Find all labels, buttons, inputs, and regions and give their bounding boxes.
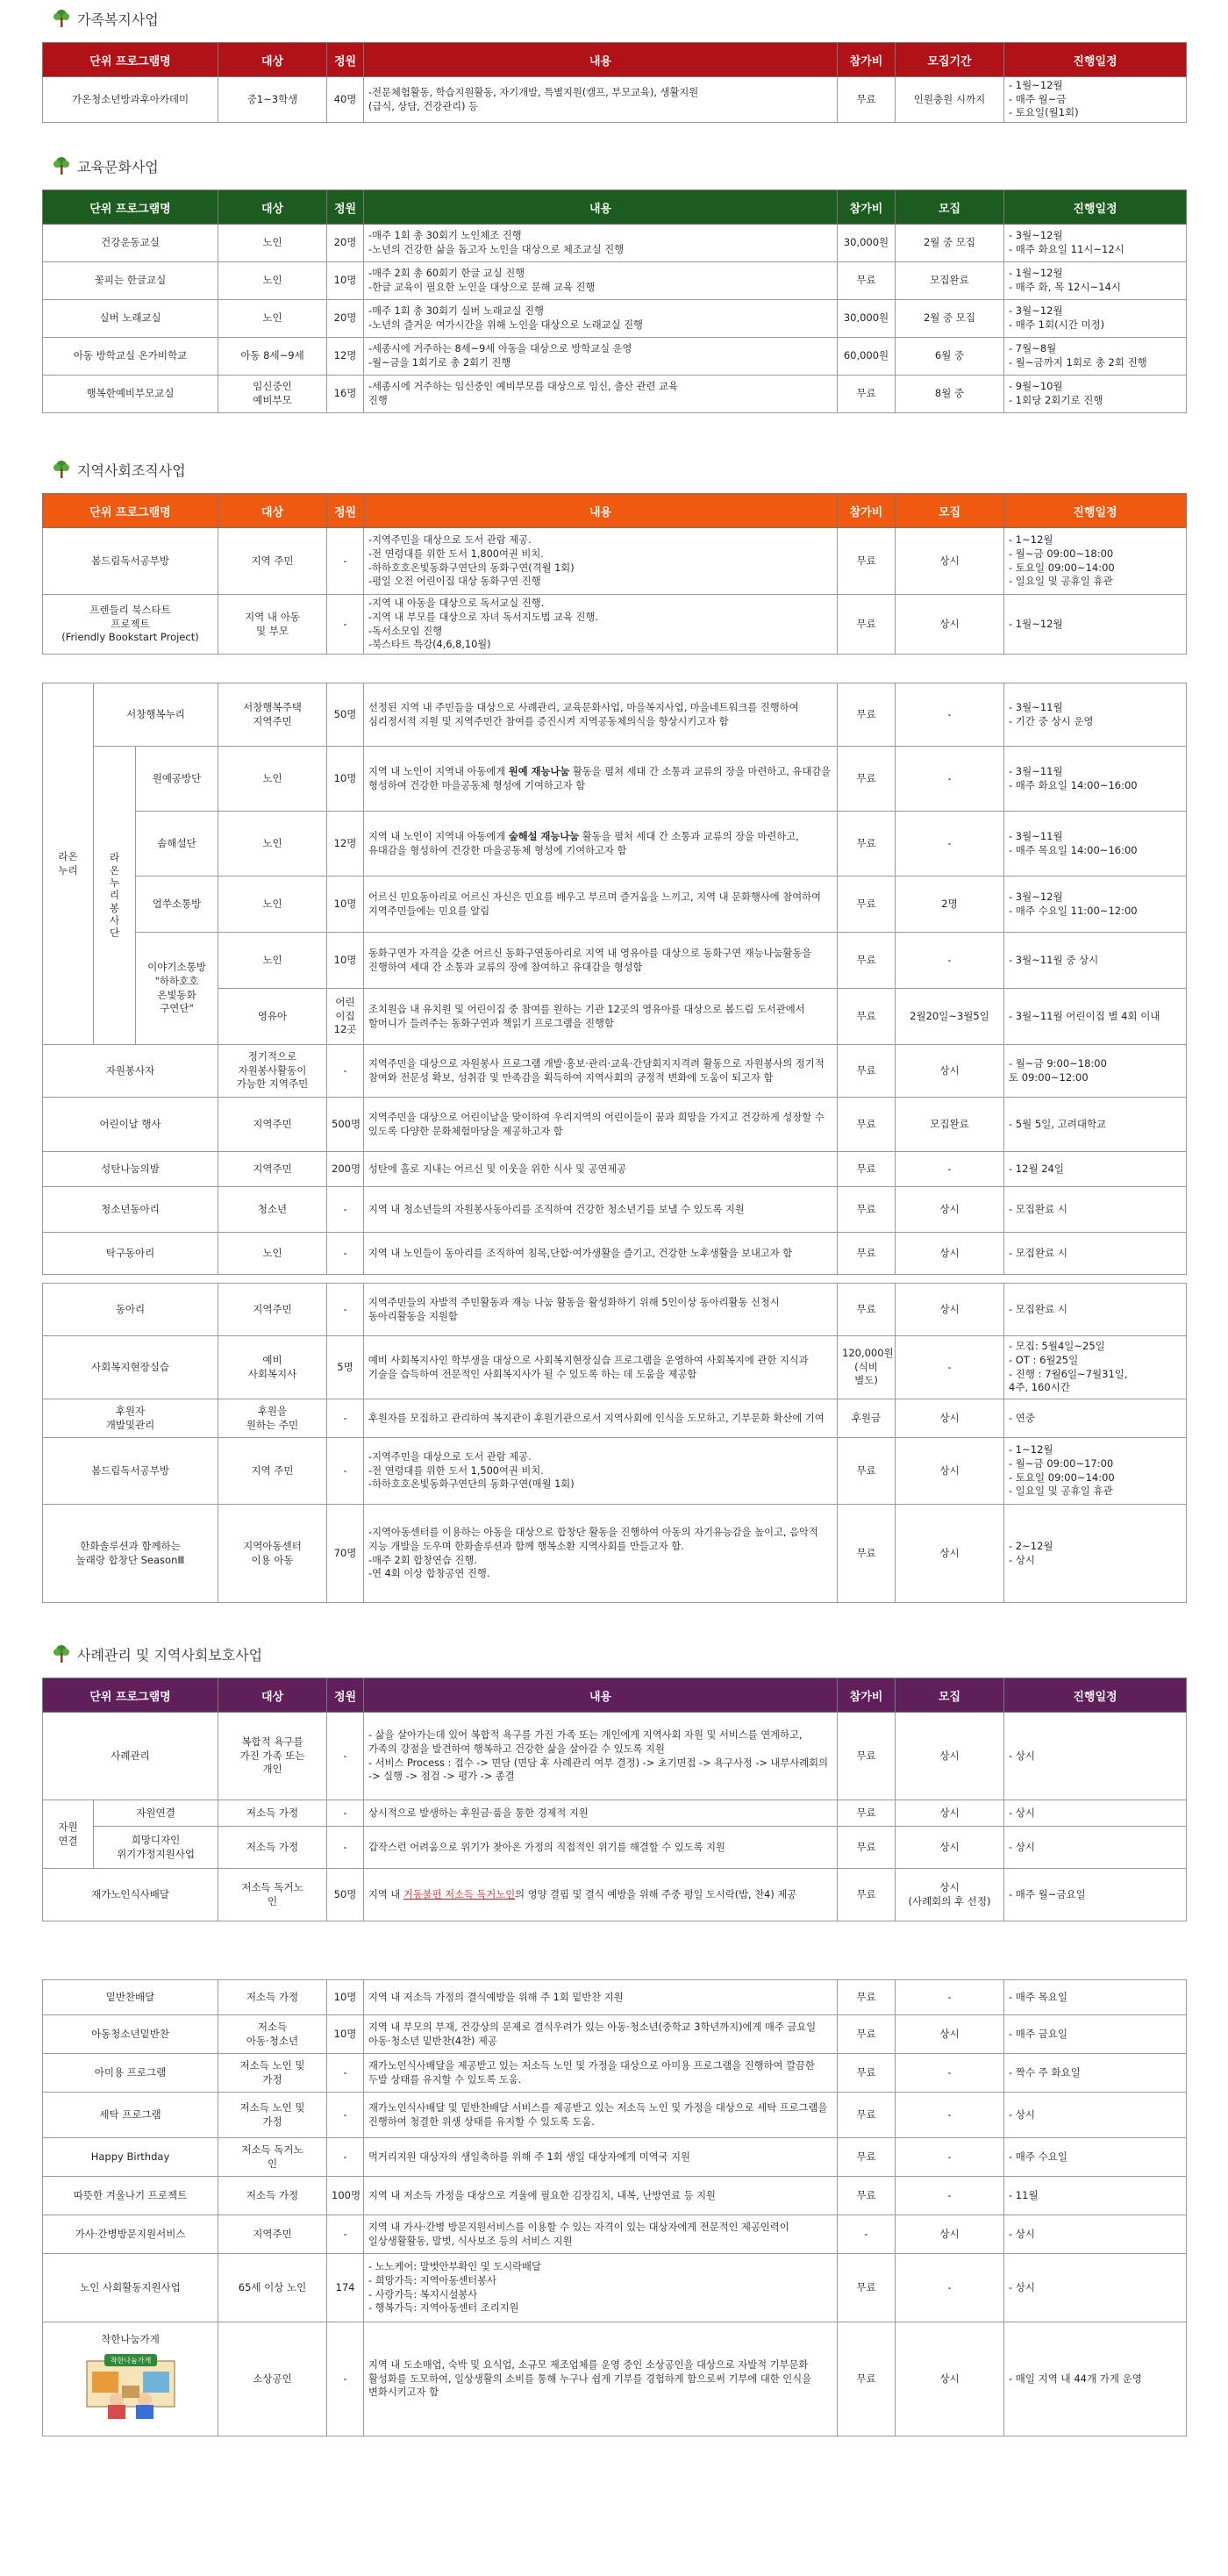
table-row: [43, 1505, 1187, 1603]
cell-target: 정기적으로 자원봉사활동이 가능한 지역주민: [218, 1045, 327, 1098]
table-row: [43, 1152, 1187, 1187]
cell-sched: - 1~12월 - 월~금 09:00~18:00 - 토요일 09:00~14:00 - 일요일 및 공휴일 휴관: [1004, 528, 1187, 595]
cell-desc: 지역 내 저소득 가정을 대상으로 겨울에 필요한 김장김치, 내복, 난방연료 등 지원: [364, 2177, 838, 2215]
cell-sched: - 9월~10월 - 1회당 2회기로 진행: [1004, 376, 1187, 413]
cell-target: 예비 사회복지사: [218, 1336, 327, 1399]
cell-desc: -매주 2회 총 60회기 한글 교실 진행 -한글 교육이 필요한 노인을 대상으로 문해 교육 진행: [364, 262, 838, 300]
cell-recruit: -: [896, 2254, 1004, 2322]
case-management-table-b: [42, 1979, 1187, 2436]
laon-volunteer-label: 라 온 누 리 봉 사 단: [94, 747, 136, 1045]
table-row: [43, 1233, 1187, 1275]
cell-recruit: 2월 중 모집: [896, 225, 1004, 262]
cell-sched: - 상시: [1004, 2093, 1187, 2138]
case-management-table-a: [42, 1678, 1187, 1921]
cell-target: 65세 이상 노인: [218, 2254, 327, 2322]
table-row: [43, 1980, 1187, 2015]
cell-desc: 지역 내 가사·간병 방문지원서비스를 이용할 수 있는 자격이 있는 대상자에게 전문적인 제공인력이 일상생활활동, 말벗, 식사보조 등의 서비스 지원: [364, 2215, 838, 2254]
tree-icon: [51, 156, 72, 175]
cell-name: 한화솔루션과 함께하는 놀래랑 합창단 SeasonⅢ: [43, 1505, 218, 1603]
cell-target: 저소득 가정: [218, 1980, 327, 2015]
cell-quota: -: [327, 2093, 364, 2138]
cell-fee: 무료: [838, 1152, 896, 1187]
cell-quota: 12명: [327, 338, 364, 376]
cell-recruit: 상시: [896, 1399, 1004, 1438]
cell-sched: - 2~12월 - 상시: [1004, 1505, 1187, 1603]
cell-fee: 무료: [838, 2054, 896, 2093]
cell-recruit: 상시: [896, 1284, 1004, 1336]
cell-fee: 무료: [838, 2138, 896, 2177]
cell-quota: 100명: [327, 2177, 364, 2215]
community-table-b: [42, 1044, 1187, 1275]
cell-target: 저소득 가정: [218, 2177, 327, 2215]
cell-target: 지역 주민: [218, 1438, 327, 1505]
cell-name: 세탁 프로그램: [43, 2093, 218, 2138]
cell-quota: 20명: [327, 300, 364, 338]
cell-target: 후원을 원하는 주민: [218, 1399, 327, 1438]
cell-sched: - 3월~12월 - 매주 1회(시간 미정): [1004, 300, 1187, 338]
table-row: [43, 528, 1187, 595]
cell-fee: 무료: [838, 528, 896, 595]
cell-name: 노인 사회활동지원사업: [43, 2254, 218, 2322]
cell-name: 가사·간병방문지원서비스: [43, 2215, 218, 2254]
cell-name: 어린이날 행사: [43, 1098, 218, 1152]
cell-name: 건강운동교실: [43, 225, 218, 262]
cell-quota: -: [327, 1284, 364, 1336]
section-title-family: 가족복지사업: [51, 7, 159, 30]
table-header: 단위 프로그램명 대상 정원 내용 참가비 모집 진행일정: [43, 190, 1187, 225]
cell-sched: - 1월~12월 - 매주 월~금 - 토요일(월1회): [1004, 77, 1187, 123]
cell-target: 저소득 아동·청소년: [218, 2015, 327, 2054]
cell-desc: - 노노케어: 말벗안부확인 및 도시락배달 - 희망가득: 지역아동센터봉사 - 사랑가득: 복지시설봉사 - 행복가득: 지역아동센터 조리지원: [364, 2254, 838, 2322]
cell-sched: - 7월~8월 - 월~금까지 1회로 총 2회 진행: [1004, 338, 1187, 376]
cell-target: 임신중인 예비부모: [218, 376, 327, 413]
cell-desc: 지역주민들의 자발적 주민활동과 재능 나눔 활동을 활성화하기 위해 5인이상 동아리활동 신청시 동아리활동을 지원함: [364, 1284, 838, 1336]
cell-target: 노인: [218, 262, 327, 300]
table-row: 솜해설단 노인 12명 지역 내 노인이 지역내 아동에게 숲해설 재능나눔 활동을 펼쳐 세대 간 소통과 교류의 장을 마련하고, 유대감을 형성하여 건강한 마을공동체 형성에 기여하고자 함 무료 - - 3월~11월 - 매주 목요일 14:00~16:00: [43, 812, 1187, 877]
cell-fee: 무료: [838, 1438, 896, 1505]
cell-desc: 먹거리지원 대상자의 생일축하를 위해 주 1회 생일 대상자에게 미역국 지원: [364, 2138, 838, 2177]
cell-quota: -: [327, 595, 364, 655]
community-table-laon: [42, 683, 1187, 1045]
cell-recruit: -: [896, 1152, 1004, 1187]
cell-quota: -: [327, 1438, 364, 1505]
table-row: [43, 2138, 1187, 2177]
cell-target: 저소득 노인 및 가정: [218, 2093, 327, 2138]
cell-name: 자원봉사자: [43, 1045, 218, 1098]
cell-fee: 무료: [838, 262, 896, 300]
cell-fee: -: [838, 2215, 896, 2254]
tree-icon: [51, 1644, 72, 1664]
cell-desc: 지역 내 부모의 부재, 건강상의 문제로 결식우려가 있는 아동·청소년(중학교 3학년까지)에게 매주 금요일 아동·청소년 밑반찬(4찬) 제공: [364, 2015, 838, 2054]
cell-name: 청소년동아리: [43, 1187, 218, 1233]
cell-recruit: 상시: [896, 2215, 1004, 2254]
table-row: [43, 2254, 1187, 2322]
table-row: 착한나눔가게 착한나눔가게 소상공인 - 지역 내 도소매업, 숙박 및 요식업, 소규모 제조업체를 운영 중인 소상공인을 대상으로 자발적 기부문화 활성화를 도모하여, 일상생활의 소비를 통해 누구나 쉽게 기부를 경험하게 함으로써 기부에 대한 인식을 변화시키고자 함 무료 상시 - 매일 지역 내 44개 가게 운영: [43, 2322, 1187, 2436]
cell-target: 지역주민: [218, 1098, 327, 1152]
cell-fee: 30,000원: [838, 300, 896, 338]
table-row: [43, 1284, 1187, 1336]
cell-desc: 후원자를 모집하고 관리하여 복지관이 후원기관으로서 지역사회에 인식을 도모하고, 기부문화 확산에 기여: [364, 1399, 838, 1438]
cell-recruit: 상시: [896, 1505, 1004, 1603]
cell-sched: - 월~금 9:00~18:00 토 09:00~12:00: [1004, 1045, 1187, 1098]
cell-desc: 지역 내 청소년들의 자원봉사동아리를 조직하여 건강한 청소년기를 보낼 수 있도록 지원: [364, 1187, 838, 1233]
table-row: 얼쑤소통방 노인 10명 어르신 민요동아리로 어르신 자신은 민요를 배우고 부르며 즐거움을 느끼고, 지역 내 문화행사에 참여하여 지역주민들에는 민요를 알림 무료 2명 - 3월~12월 - 매주 수요일 11:00~12:00: [43, 877, 1187, 933]
cell-quota: -: [327, 1233, 364, 1275]
cell-quota: 174: [327, 2254, 364, 2322]
cell-recruit: 상시: [896, 1233, 1004, 1275]
cell-sched: - 5월 5일, 고려대학교: [1004, 1098, 1187, 1152]
cell-recruit: 6월 중: [896, 338, 1004, 376]
cell-desc: -지역아동센터를 이용하는 아동을 대상으로 합창단 활동을 진행하여 아동의 자기유능감을 높이고, 음악적 지능 개발을 도우며 한화솔루션과 함께 행복소환 지역사회를 만들고자 함. -매주 2회 합창연습 진행. -연 4회 이상 합창공연 진행.: [364, 1505, 838, 1603]
cell-fee: 무료: [838, 376, 896, 413]
cell-sched: - 모집: 5월4일~25일 - OT : 6월25일 - 진행 : 7월6일~7월31일, 4주, 160시간: [1004, 1336, 1187, 1399]
cell-desc: -지역주민을 대상으로 도서 관람 제공. -전 연령대를 위한 도서 1,800여권 비치. -하하호호온빛동화구연단의 동화구연(격월 1회) -평일 오전 어린이집 대상 동화구연 진행: [364, 528, 838, 595]
cell-desc: 지역주민을 대상으로 자원봉사 프로그램 개발·홍보·관리·교육·간담회지지격려 활동으로 자원봉사의 정기적 참여와 전문성 확보, 성취감 및 만족감을 획득하여 지역사회의 긍정적 변화에 도움이 되고자 함: [364, 1045, 838, 1098]
cell-desc: -매주 1회 총 30회기 실버 노래교실 진행 -노년의 즐거운 여가시간을 위해 노인을 대상으로 노래교실 진행: [364, 300, 838, 338]
cell-fee: 무료: [838, 2177, 896, 2215]
cell-sched: - 연중: [1004, 1399, 1187, 1438]
cell-name: 밑반찬배달: [43, 1980, 218, 2015]
table-row: [43, 77, 1187, 123]
cell-desc: -전문체험활동, 학습지원활동, 자기개발, 특별지원(캠프, 부모교육), 생활지원 (급식, 상담, 건강관리) 등: [364, 77, 838, 123]
cell-fee: 후원금: [838, 1399, 896, 1438]
cell-desc: 지역 내 저소득 가정의 결식예방을 위해 주 1회 밑반찬 지원: [364, 1980, 838, 2015]
cell-fee: 무료: [838, 1505, 896, 1603]
cell-desc: 재가노인식사배달 및 밑반찬배달 서비스를 제공받고 있는 저소득 노인 및 가정을 대상으로 세탁 프로그램을 진행하여 청결한 위생 상태를 유지할 수 있도록 도움.: [364, 2093, 838, 2138]
cell-target: 노인: [218, 300, 327, 338]
cell-fee: 무료: [838, 2093, 896, 2138]
cell-name: 봄드림독서공부방: [43, 1438, 218, 1505]
cell-quota: 70명: [327, 1505, 364, 1603]
table-header: 단위 프로그램명 대상 정원 내용 참가비 모집기간 진행일정: [43, 43, 1187, 77]
table-row: 재가노인식사배달 저소득 독거노 인 50명 지역 내 거동불편 저소득 독거노인의 영양 결핍 및 결식 예방을 위해 주중 평일 도시락(밥, 찬4) 제공 무료 상시 (사례회의 후 선정) - 매주 월~금요일: [43, 1869, 1187, 1921]
cell-desc: -지역주민을 대상으로 도서 관람 제공. -전 연령대를 위한 도서 1,500여권 비치. -하하호호온빛동화구연단의 동화구연(매월 1회): [364, 1438, 838, 1505]
cell-desc: 예비 사회복지사인 학부생을 대상으로 사회복지현장실습 프로그램을 운영하여 사회복지에 관한 지식과 기술을 습득하여 전문적인 사회복지사가 될 수 있도록 하는 데 도움을 제공함: [364, 1336, 838, 1399]
cell-recruit: 2월 중 모집: [896, 300, 1004, 338]
cell-desc: -세종시에 거주하는 8세~9세 아동을 대상으로 방학교실 운영 -월~금을 1회기로 총 2회기 진행: [364, 338, 838, 376]
cell-name: 아동 방학교실 온가비학교: [43, 338, 218, 376]
cell-sched: - 11월: [1004, 2177, 1187, 2215]
table-row: [43, 2015, 1187, 2054]
section-title-case-management: 사례관리 및 지역사회보호사업: [51, 1642, 262, 1665]
cell-name: 꽃피는 한글교실: [43, 262, 218, 300]
cell-sched: - 상시: [1004, 2215, 1187, 2254]
table-row: 자원 연결 자원연결 저소득 가정 - 상시적으로 발생하는 후원금·품을 통한 경제적 지원 무료 상시 - 상시: [43, 1800, 1187, 1827]
table-header: 단위 프로그램명 대상 정원 내용 참가비 모집 진행일정: [43, 1678, 1187, 1713]
community-table-c: [42, 1283, 1187, 1603]
cell-desc: -지역 내 아동을 대상으로 독서교실 진행. -지역 내 부모를 대상으로 자녀 독서지도법 교육 진행. -독서소모임 진행 -북스타트 특강(4,6,8,10월): [364, 595, 838, 655]
cell-fee: 무료: [838, 1187, 896, 1233]
table-row: [43, 1399, 1187, 1438]
cell-recruit: 상시: [896, 595, 1004, 655]
cell-desc: 재가노인식사배달을 제공받고 있는 저소득 노인 및 가정을 대상으로 아미용 프로그램을 진행하여 깔끔한 두발 상태를 유지할 수 있도록 도움.: [364, 2054, 838, 2093]
cell-desc: -매주 1회 총 30회기 노인체조 진행 -노년의 건강한 삶을 돕고자 노인을 대상으로 체조교실 진행: [364, 225, 838, 262]
table-header: 단위 프로그램명 대상 정원 내용 참가비 모집 진행일정: [43, 494, 1187, 528]
cell-quota: 40명: [327, 77, 364, 123]
cell-name: 행복한예비부모교실: [43, 376, 218, 413]
cell-recruit: -: [896, 1980, 1004, 2015]
table-row: 이야기소통방 "하하호호 온빛동화 구연단" 노인 10명 동화구연가 자격을 갖춘 어르신 동화구연동아리로 지역 내 영유아를 대상으로 동화구연 재능나눔활동을 진행하여 세대 간 소통과 교류의 장에 참여하고 유대감을 형성함 무료 - - 3월~11월 중 상시: [43, 933, 1187, 989]
table-row: 희망디자인 위기가정지원사업 저소득 가정 - 갑작스런 어려움으로 위기가 찾아온 가정의 직접적인 위기를 해결할 수 있도록 지원 무료 상시 - 상시: [43, 1827, 1187, 1869]
cell-target: 노인: [218, 1233, 327, 1275]
cell-recruit: 상시: [896, 1438, 1004, 1505]
cell-fee: 무료: [838, 1284, 896, 1336]
cell-target: 아동 8세~9세: [218, 338, 327, 376]
cell-quota: -: [327, 2215, 364, 2254]
cell-target: 저소득 독거노 인: [218, 2138, 327, 2177]
cell-sched: - 매주 수요일: [1004, 2138, 1187, 2177]
cell-name: 봄드림독서공부방: [43, 528, 218, 595]
cell-target: 지역주민: [218, 1152, 327, 1187]
table-row: [43, 2054, 1187, 2093]
cell-fee: 30,000원: [838, 225, 896, 262]
svg-text:착한나눔가게: 착한나눔가게: [110, 2357, 151, 2365]
cell-fee: 무료: [838, 595, 896, 655]
table-row: [43, 338, 1187, 376]
cell-sched: - 1~12월 - 월~금 09:00~17:00 - 토요일 09:00~14:00 - 일요일 및 공휴일 휴관: [1004, 1438, 1187, 1505]
sharing-store-illustration: [78, 2351, 183, 2421]
cell-name: 사회복지현장실습: [43, 1336, 218, 1399]
table-row: [43, 1438, 1187, 1505]
cell-quota: 16명: [327, 376, 364, 413]
cell-sched: - 1월~12월: [1004, 595, 1187, 655]
table-row: [43, 262, 1187, 300]
cell-recruit: -: [896, 2177, 1004, 2215]
cell-quota: -: [327, 1399, 364, 1438]
table-row: 영유아 어린 이집 12곳 조치원읍 내 유치원 및 어린이집 중 참여를 원하는 기관 12곳의 영유아를 대상으로 봄드림 도서관에서 할머니가 들려주는 동화구연과 책읽기 프로그램을 진행함 무료 2월20일~3월5일 - 3월~11월 어린이집 별 4회 이내: [43, 989, 1187, 1045]
cell-target: 지역 주민: [218, 528, 327, 595]
cell-recruit: 모집완료: [896, 262, 1004, 300]
cell-recruit: 상시: [896, 1187, 1004, 1233]
cell-name: 가온청소년방과후아카데미: [43, 77, 218, 123]
cell-name: 따뜻한 겨울나기 프로젝트: [43, 2177, 218, 2215]
table-row: [43, 2215, 1187, 2254]
cell-fee: 60,000원: [838, 338, 896, 376]
cell-target: 중1~3학생: [218, 77, 327, 123]
cell-quota: -: [327, 528, 364, 595]
laon-group-label: 라온 누리: [43, 683, 94, 1045]
community-table-a: [42, 493, 1187, 655]
table-row: [43, 2177, 1187, 2215]
cell-target: 노인: [218, 225, 327, 262]
cell-fee: 무료: [838, 77, 896, 123]
cell-quota: -: [327, 2138, 364, 2177]
cell-desc: 성탄에 홀로 지내는 어르신 및 이웃을 위한 식사 및 공연제공: [364, 1152, 838, 1187]
cell-name: 프렌들리 북스타트 프로젝트 (Friendly Bookstart Project): [43, 595, 218, 655]
cell-sched: - 모집완료 시: [1004, 1233, 1187, 1275]
cell-recruit: 상시: [896, 2015, 1004, 2054]
table-row: [43, 1336, 1187, 1399]
family-welfare-table: [42, 42, 1187, 123]
cell-fee: 무료: [838, 1980, 896, 2015]
cell-recruit: -: [896, 2054, 1004, 2093]
cell-quota: -: [327, 2054, 364, 2093]
cell-quota: 5명: [327, 1336, 364, 1399]
cell-name: 후원자 개발및관리: [43, 1399, 218, 1438]
cell-quota: 500명: [327, 1098, 364, 1152]
table-row: [43, 595, 1187, 655]
tree-icon: [51, 9, 72, 28]
cell-recruit: 상시: [896, 528, 1004, 595]
cell-sched: - 매주 금요일: [1004, 2015, 1187, 2054]
table-row: [43, 2093, 1187, 2138]
education-culture-table: [42, 190, 1187, 413]
table-row: 사례관리 복합적 욕구를 가진 가족 또는 개인 - - 삶을 살아가는데 있어 복합적 욕구를 가진 가족 또는 개인에게 지역사회 자원 및 서비스를 연계하고, 가족의 강점을 발견하여 행복하고 건강한 삶을 살아갈 수 있도록 지원 - 서비스 Process : 접수 -> 면담 (면담 후 사례관리 여부 결정) -> 초기면접 -> 욕구사정 -> 내부사례회의 -> 실행 -> 점검 -> 평가 -> 종결 무료 상시 - 상시: [43, 1713, 1187, 1800]
cell-desc: 지역주민을 대상으로 어린이날을 맞이하여 우리지역의 어린이들이 꿈과 희망을 가지고 건강하게 성장할 수 있도록 다양한 문화체험마당을 제공하고자 함: [364, 1098, 838, 1152]
tree-icon: [51, 460, 72, 479]
section-title-community: 지역사회조직사업: [51, 458, 186, 481]
cell-target: 지역아동센터 이용 아동: [218, 1505, 327, 1603]
cell-name: Happy Birthday: [43, 2138, 218, 2177]
cell-target: 지역 내 아동 및 부모: [218, 595, 327, 655]
table-row: 라 온 누 리 봉 사 단 원예공방단 노인 10명 지역 내 노인이 지역내 아동에게 원예 재능나눔 활동을 펼쳐 세대 간 소통과 교류의 장을 마련하고, 유대감을 형성하여 건강한 마을공동체 형성에 기여하고자 함 무료 - - 3월~11월 - 매주 화요일 14:00~16:00: [43, 747, 1187, 812]
cell-sched: - 12월 24일: [1004, 1152, 1187, 1187]
cell-quota: -: [327, 1187, 364, 1233]
cell-sched: - 상시: [1004, 2254, 1187, 2322]
table-row: [43, 1045, 1187, 1098]
cell-quota: 200명: [327, 1152, 364, 1187]
cell-fee: 무료: [838, 2015, 896, 2054]
cell-quota: 20명: [327, 225, 364, 262]
table-row: [43, 225, 1187, 262]
cell-desc: -세종시에 거주하는 임신중인 예비부모를 대상으로 임신, 출산 관련 교육 진행: [364, 376, 838, 413]
cell-recruit: 인원충원 시까지: [896, 77, 1004, 123]
cell-desc: 지역 내 노인들이 동아리를 조직하여 침목,단합·여가생활을 즐기고, 건강한 노후생활을 보내고자 함: [364, 1233, 838, 1275]
cell-quota: -: [327, 1045, 364, 1098]
cell-fee: 120,000원 (식비 별도): [838, 1336, 896, 1399]
cell-quota: 10명: [327, 1980, 364, 2015]
cell-target: 저소득 노인 및 가정: [218, 2054, 327, 2093]
table-row: 라온 누리 서창행복누리 서창행복주택 지역주민 50명 선정된 지역 내 주민들을 대상으로 사례관리, 교육문화사업, 마을복지사업, 마을네트워크를 진행하여 심리정서적 지원 및 지역주민간 참여를 증진시켜 지역공동체의식을 향상시키고자 함 무료 - - 3월~11월 - 기간 중 상시 운영: [43, 683, 1187, 747]
cell-name: 아동청소년밑반찬: [43, 2015, 218, 2054]
cell-quota: 10명: [327, 262, 364, 300]
cell-fee: 무료: [838, 1233, 896, 1275]
cell-recruit: 상시: [896, 1045, 1004, 1098]
cell-recruit: 8월 중: [896, 376, 1004, 413]
cell-fee: 무료: [838, 1045, 896, 1098]
cell-name: 탁구동아리: [43, 1233, 218, 1275]
cell-name: 실버 노래교실: [43, 300, 218, 338]
cell-fee: 무료: [838, 2254, 896, 2322]
cell-target: 청소년: [218, 1187, 327, 1233]
table-row: [43, 376, 1187, 413]
cell-name: 아미용 프로그램: [43, 2054, 218, 2093]
table-row: [43, 1098, 1187, 1152]
cell-sched: - 모집완료 시: [1004, 1187, 1187, 1233]
cell-recruit: -: [896, 2138, 1004, 2177]
cell-sched: - 3월~12월 - 매주 화요일 11시~12시: [1004, 225, 1187, 262]
table-row: [43, 300, 1187, 338]
cell-recruit: -: [896, 1336, 1004, 1399]
cell-name: 성탄나눔의밤: [43, 1152, 218, 1187]
cell-fee: 무료: [838, 1098, 896, 1152]
cell-sched: - 매주 목요일: [1004, 1980, 1187, 2015]
cell-sched: - 짝수 주 화요일: [1004, 2054, 1187, 2093]
cell-quota: 10명: [327, 2015, 364, 2054]
cell-recruit: 모집완료: [896, 1098, 1004, 1152]
cell-sched: - 모집완료 시: [1004, 1284, 1187, 1336]
cell-sched: - 1월~12월 - 매주 화, 목 12시~14시: [1004, 262, 1187, 300]
cell-recruit: -: [896, 2093, 1004, 2138]
cell-name: 동아리: [43, 1284, 218, 1336]
table-row: [43, 1187, 1187, 1233]
cell-target: 지역주민: [218, 1284, 327, 1336]
section-title-education: 교육문화사업: [51, 154, 159, 177]
cell-target: 지역주민: [218, 2215, 327, 2254]
